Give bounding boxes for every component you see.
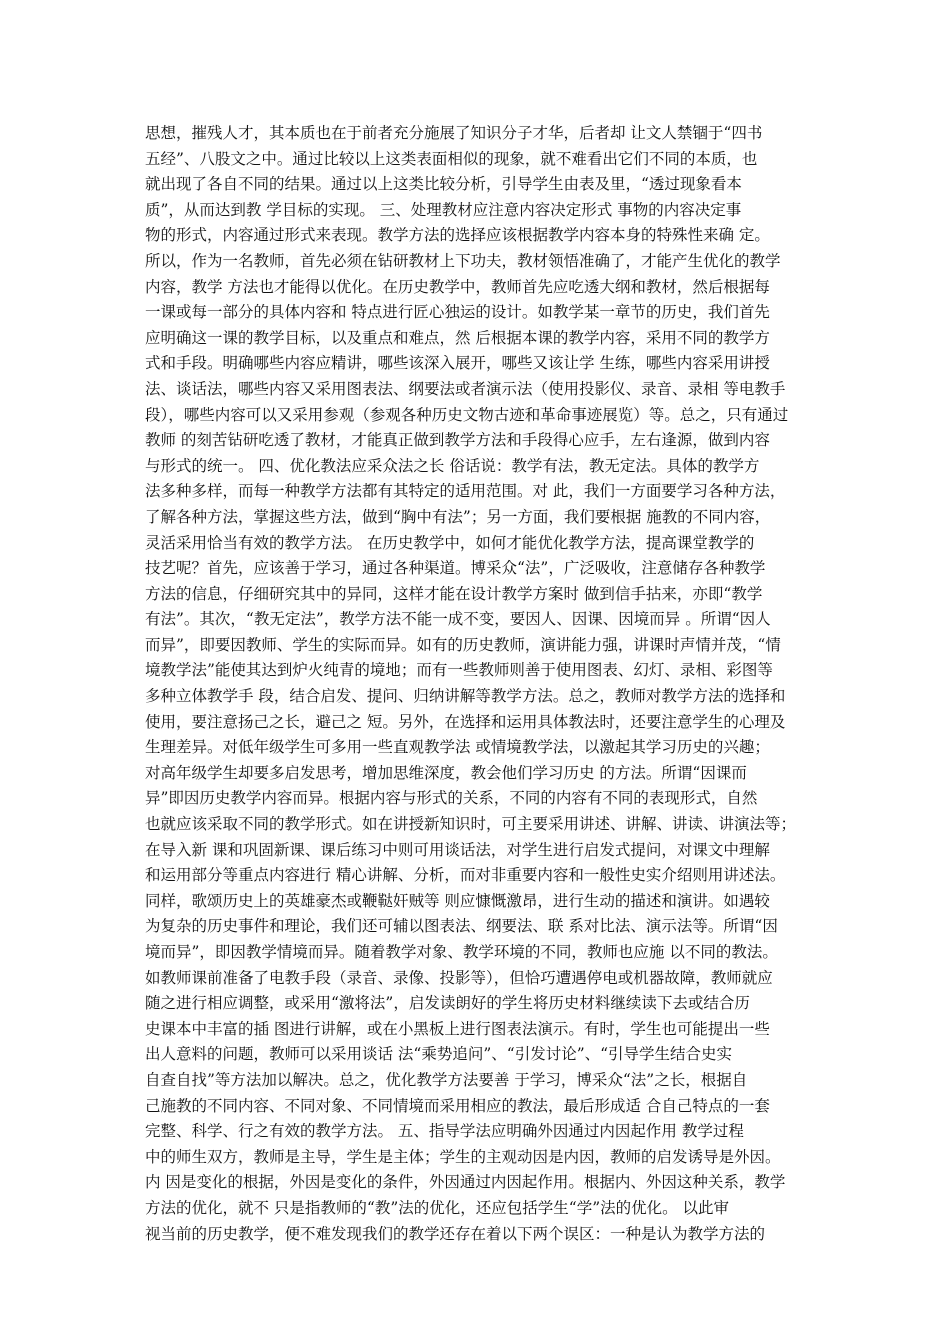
text-line: 使用，要注意扬己之长，避己之 短。另外，在选择和运用具体教法时，还要注意学生的心理及 <box>145 712 786 731</box>
text-line: 在导入新 课和巩固新课、课后练习中则可用谈话法，对学生进行启发式提问，对课文中理解 <box>145 840 770 859</box>
text-line: 所以，作为一名教师，首先必须在钻研教材上下功夫，教材领悟准确了，才能产生优化的教学 <box>145 251 781 270</box>
text-line: 和运用部分等重点内容进行 精心讲解、分析，而对非重要内容和一般性史实介绍则用讲述法。 <box>145 866 786 885</box>
text-line: 法、谈话法，哪些内容又采用图表法、纲要法或者演示法（使用投影仪、录音、录相 等电教手 <box>145 379 786 398</box>
text-line: 教师 的刻苦钻研吃透了教材，才能真正做到教学方法和手段得心应手，左右逢源，做到内容 <box>145 431 770 450</box>
text-line: 境教学法”能使其达到炉火纯青的境地；而有一些教师则善于使用图表、幻灯、录相、彩图等 <box>145 661 773 680</box>
text-line: 思想，摧残人才，其本质也在于前者充分施展了知识分子才华，后者却 让文人禁锢于“四书 <box>145 124 763 142</box>
text-line: 异”即因历史教学内容而异。根据内容与形式的关系，不同的内容有不同的表现形式，自然 <box>145 789 758 808</box>
text-line: 如教师课前准备了电教手段（录音、录像、投影等），但恰巧遭遇停电或机器故障，教师就应 <box>145 968 773 987</box>
text-line: 也就应该采取不同的教学形式。如在讲授新知识时，可主要采用讲述、讲解、讲读、讲演法等； <box>145 815 797 834</box>
text-line: 中的师生双方，教师是主导，学生是主体；学生的主观动因是内因，教师的启发诱导是外因。 <box>145 1147 781 1166</box>
text-line: 对高年级学生却要多启发思考，增加思维深度，教会他们学习历史 的方法。所谓“因课而 <box>145 763 747 782</box>
text-line: 同样，歌颂历史上的英雄豪杰或鞭鞑奸贼等 则应慷慨激昂，进行生动的描述和演讲。如遇较 <box>145 891 770 910</box>
text-line: 方法的信息，仔细研究其中的异同，这样才能在设计教学方案时 做到信手拈来，亦即“教学 <box>145 584 763 603</box>
text-line: 技艺呢？首先，应该善于学习，通过各种渠道。博采众“法”，广泛吸收，注意储存各种教学 <box>145 559 766 578</box>
text-line: 视当前的历史教学，便不难发现我们的教学还存在着以下两个误区：一种是认为教学方法的 <box>145 1224 766 1243</box>
text-line: 内 因是变化的根据，外因是变化的条件，外因通过内因起作用。根据内、外因这种关系，教学 <box>145 1173 786 1192</box>
text-line: 己施教的不同内容、不同对象、不同情境而采用相应的教法，最后形成适 合自己特点的一套 <box>145 1096 770 1115</box>
text-line: 境而异”，即因教学情境而异。随着教学对象、教学环境的不同，教师也应施 以不同的教法。 <box>145 943 778 961</box>
text-line: 与形式的统一。 四、优化教法应采众法之长 俗话说：教学有法，教无定法。具体的教学方 <box>145 456 760 475</box>
text-line: 自查自找”等方法加以解决。总之，优化教学方法要善 于学习，博采众“法”之长，根据自 <box>145 1070 748 1089</box>
text-line: 为复杂的历史事件和理论，我们还可辅以图表法、纲要法、联 系对比法、演示法等。所谓“因 <box>145 917 778 936</box>
text-line: 内容，教学 方法也才能得以优化。在历史教学中，教师首先应吃透大纲和教材，然后根据每 <box>145 277 770 296</box>
text-line: 了解各种方法，掌握这些方法，做到“胸中有法”；另一方面，我们要根据 施教的不同内容， <box>145 507 771 526</box>
text-line: 多种立体教学手 段，结合启发、提问、归纳讲解等教学方法。总之，教师对教学方法的选择和 <box>145 687 786 706</box>
text-line: 有法”。其次，“教无定法”，教学方法不能一成不变，要因人、因课、因境而异 。所谓“因人 <box>145 610 771 629</box>
text-line: 就出现了各自不同的结果。通过以上这类比较分析，引导学生由表及里，“透过现象看本 <box>145 175 742 194</box>
text-line: 段），哪些内容可以又采用参观（参观各种历史文物古迹和革命事迹展览）等。总之，只有通过 <box>145 405 789 424</box>
text-line: 出人意料的问题，教师可以采用谈话 法“乘势追问”、“引发讨论”、“引导学生结合史实 <box>145 1045 733 1064</box>
text-line: 法多种多样，而每一种教学方法都有其特定的适用范围。对 此，我们一方面要学习各种方法， <box>145 482 786 501</box>
text-line: 完整、科学、行之有效的教学方法。 五、指导学法应明确外因通过内因起作用 教学过程 <box>145 1122 744 1141</box>
body-text <box>145 121 815 1247</box>
text-line: 而异”，即要因教师、学生的实际而异。如有的历史教师，演讲能力强，讲课时声情并茂，“情 <box>145 635 781 654</box>
text-line: 一课或每一部分的具体内容和 特点进行匠心独运的设计。如教学某一章节的历史，我们首先 <box>145 303 770 322</box>
text-line: 史课本中丰富的插 图进行讲解，或在小黑板上进行图表法演示。有时，学生也可能提出一些 <box>145 1019 770 1038</box>
text-line: 物的形式，内容通过形式来表现。教学方法的选择应该根据教学内容本身的特殊性来确 定。 <box>145 226 770 245</box>
text-line: 随之进行相应调整，或采用“激将法”，启发读朗好的学生将历史材料继续读下去或结合历 <box>145 994 750 1013</box>
text-line: 应明确这一课的教学目标，以及重点和难点，然 后根据本课的教学内容，采用不同的教学方 <box>145 328 770 347</box>
text-line: 质”，从而达到教 学目标的实现。 三、处理教材应注意内容决定形式 事物的内容决定事 <box>145 200 742 219</box>
text-line: 五经”、八股文之中。通过比较以上这类表面相似的现象，就不难看出它们不同的本质，也 <box>145 149 758 168</box>
text-line: 式和手段。明确哪些内容应精讲，哪些该深入展开，哪些又该让学 生练，哪些内容采用讲授 <box>145 354 770 373</box>
text-line: 生理差异。对低年级学生可多用一些直观教学法 或情境教学法，以激起其学习历史的兴趣； <box>145 738 770 757</box>
text-line: 灵活采用恰当有效的教学方法。 在历史教学中，如何才能优化教学方法，提高课堂教学的 <box>145 533 755 552</box>
text-line: 方法的优化，就不 只是指教师的“教”法的优化，还应包括学生“学”法的优化。 以此审 <box>145 1198 730 1217</box>
